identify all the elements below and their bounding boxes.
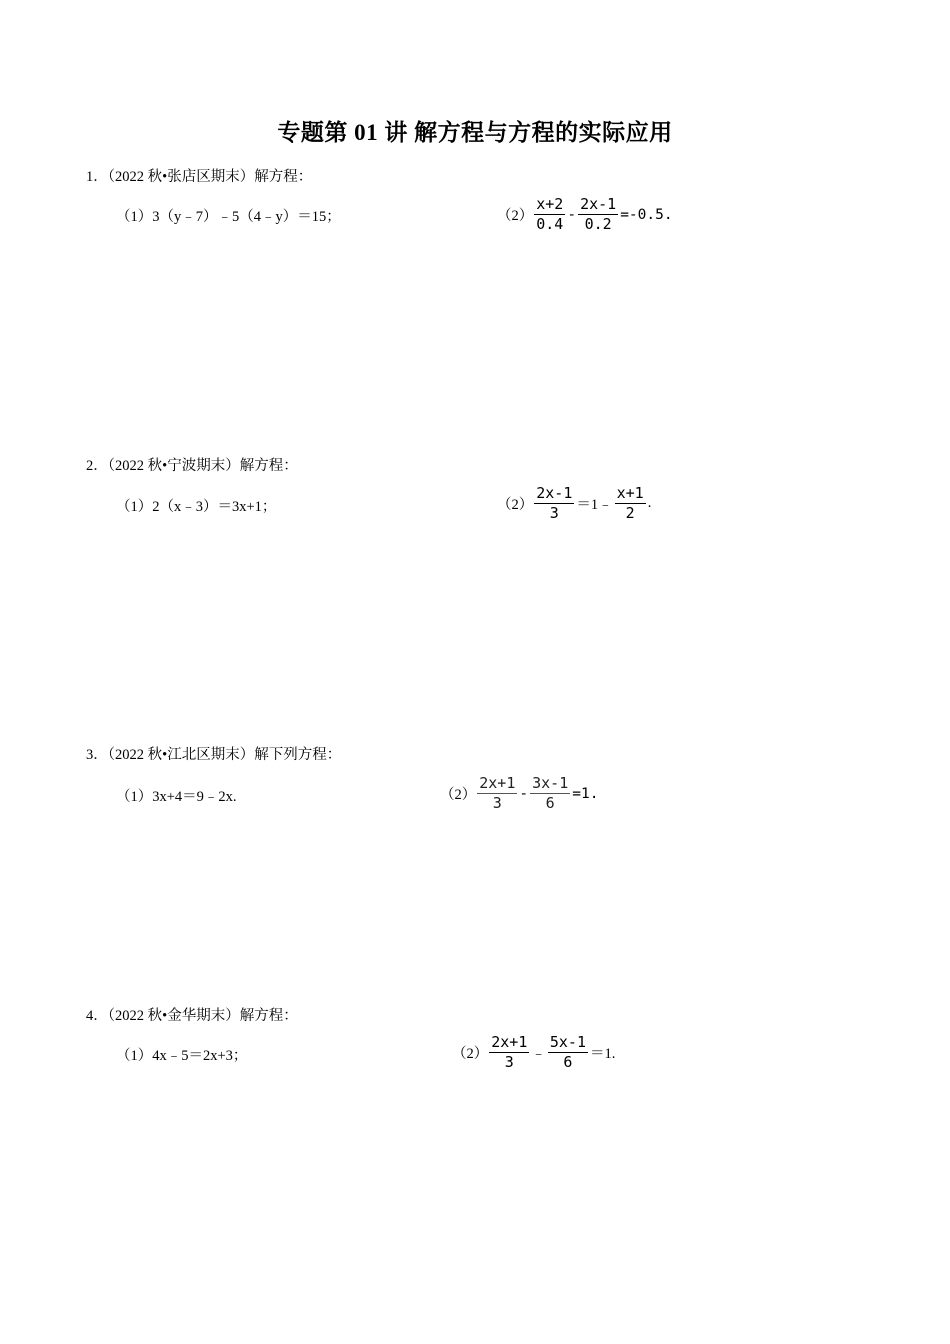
- question-4-header: 4．（2022 秋•金华期末）解方程：: [86, 1008, 298, 1024]
- fraction-numerator: 2x+1: [479, 774, 516, 792]
- question-3-part-2: [440, 775, 599, 812]
- fraction-numerator: 2x-1: [536, 484, 573, 502]
- fraction-numerator: 2x+1: [491, 1033, 528, 1051]
- fraction-denominator: 3: [504, 1053, 514, 1071]
- operator: ﹣: [531, 1046, 546, 1062]
- question-2-part-1: [116, 495, 276, 516]
- fraction-denominator: 6: [545, 794, 555, 812]
- equation-text: 2（x﹣3）＝3x+1；: [152, 499, 277, 515]
- operator: -: [567, 206, 577, 223]
- fraction-denominator: 3: [492, 794, 502, 812]
- fraction: [489, 1034, 529, 1071]
- fraction: [548, 1034, 588, 1071]
- equation-text: 3（y﹣7）﹣5（4﹣y）＝15；: [152, 209, 341, 225]
- fraction-denominator: 6: [563, 1053, 573, 1071]
- equation-tail: =-0.5.: [620, 206, 673, 223]
- question-3-header: 3．（2022 秋•江北区期末）解下列方程：: [86, 747, 342, 763]
- question-4-part-1: [116, 1044, 247, 1065]
- fraction-numerator: 3x-1: [532, 774, 569, 792]
- part-label: （1）: [116, 789, 153, 805]
- question-2-part-2: [497, 485, 652, 522]
- equation-middle: ＝1﹣: [576, 497, 613, 513]
- part-label: （2）: [497, 208, 534, 224]
- fraction: [534, 485, 574, 522]
- equation-text: 3x+4＝9﹣2x.: [152, 789, 237, 805]
- operator: -: [519, 785, 529, 802]
- fraction: [534, 196, 565, 233]
- part-label: （2）: [452, 1046, 489, 1062]
- part-label: （2）: [497, 497, 534, 513]
- fraction-numerator: x+1: [616, 484, 644, 502]
- fraction-numerator: 5x-1: [549, 1033, 586, 1051]
- fraction-denominator: 2: [625, 504, 635, 522]
- fraction: [530, 775, 570, 812]
- equation-text: 4x﹣5＝2x+3；: [152, 1048, 248, 1064]
- part-label: （1）: [116, 1048, 153, 1064]
- fraction-denominator: 0.4: [536, 215, 564, 233]
- question-3-part-1: [116, 785, 237, 806]
- part-label: （2）: [440, 787, 477, 803]
- fraction: [477, 775, 517, 812]
- fraction-numerator: x+2: [536, 195, 564, 213]
- fraction-denominator: 0.2: [584, 215, 612, 233]
- question-1-part-1: [116, 205, 341, 226]
- fraction: [578, 196, 618, 233]
- equation-tail: =1.: [572, 785, 599, 802]
- fraction-numerator: 2x-1: [580, 195, 617, 213]
- question-2-header: 2．（2022 秋•宁波期末）解方程：: [86, 458, 298, 474]
- part-label: （1）: [116, 499, 153, 515]
- question-1-header: 1．（2022 秋•张店区期末）解方程：: [86, 169, 313, 185]
- question-1-part-2: [497, 196, 674, 233]
- question-4-part-2: [452, 1034, 616, 1071]
- part-label: （1）: [116, 209, 153, 225]
- fraction-denominator: 3: [549, 504, 559, 522]
- fraction: [615, 485, 646, 522]
- equation-tail: .: [647, 495, 652, 511]
- equation-tail: ＝1.: [590, 1046, 616, 1062]
- document-title: 专题第 01 讲 解方程与方程的实际应用: [277, 120, 673, 145]
